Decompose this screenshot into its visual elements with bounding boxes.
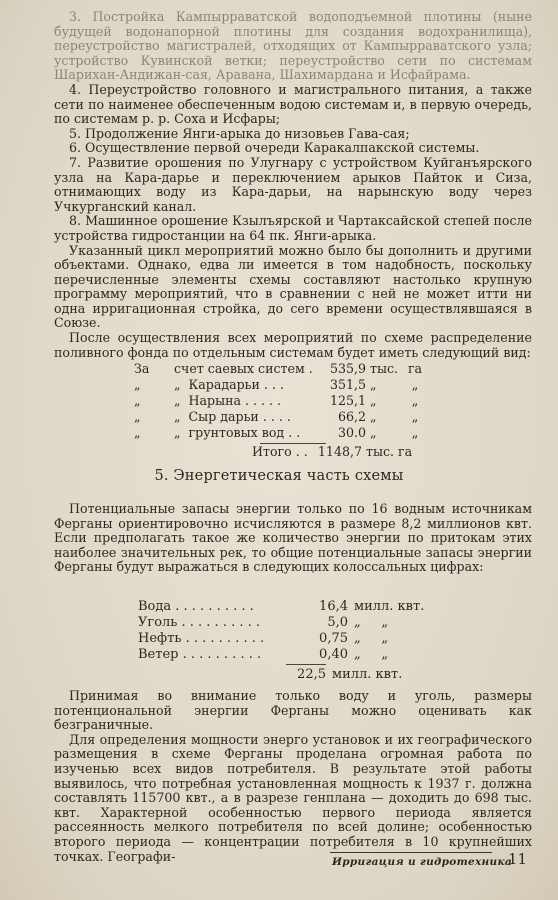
- table-total-row: [252, 444, 436, 460]
- total-label: Итого . .: [252, 444, 308, 459]
- row-unit: милл. квт.: [354, 599, 425, 614]
- row-label: „ Сыр дарьи . . . .: [174, 409, 291, 424]
- total-unit: тыс. га: [366, 444, 413, 459]
- row-unit2: „: [411, 425, 419, 440]
- paragraph-energy-reserves: Потенциальные запасы энергии только по 16 водным источникам Ферганы ориентировочно исчисляются в размере 8,2 миллионов квт. Если предполагать такое же количество энергии по притокам этих наиболее значительных рек, то общие потенциальные запасы энергии Ферганы будут выражаться в следующих колоссальных цифрах:: [54, 501, 532, 575]
- total-value: 1148,7: [317, 444, 362, 459]
- paragraph-unlimited: Принимая во внимание только воду и уголь, размеры потенциональной энергии Ферганы можно оценивать как безграничные.: [54, 688, 532, 733]
- footer-rule: [330, 852, 492, 853]
- paragraph-after: После осуществления всех мероприятий по схеме распределение поливного фонда по отдельным системам будет иметь следующий вид:: [54, 330, 532, 360]
- row-unit: „: [370, 425, 377, 440]
- row-unit: „ „: [354, 647, 389, 662]
- row-value: 66,2: [337, 409, 366, 424]
- total-value: 22,5: [297, 667, 326, 682]
- energy-reserves-table: [138, 599, 438, 663]
- table-row: [138, 615, 438, 631]
- row-prefix: „: [134, 425, 141, 440]
- paragraph-item-6: 6. Осуществление первой очереди Каракалпакской системы.: [69, 140, 480, 156]
- row-value: 125,1: [329, 393, 366, 408]
- row-unit: тыс.: [370, 361, 399, 376]
- table-row: [134, 425, 434, 441]
- paragraph-item-5: 5. Продолжение Янги-арыка до низовьев Гава-сая;: [69, 125, 410, 141]
- row-unit2: „: [411, 409, 419, 424]
- table-row: [134, 409, 434, 425]
- table-row: [138, 599, 438, 615]
- row-label: Уголь . . . . . . . . . .: [138, 615, 261, 630]
- top-text-block: [54, 10, 532, 360]
- irrigation-fund-table: [134, 361, 434, 441]
- table-row: [134, 377, 434, 393]
- table-row: [134, 393, 434, 409]
- section-title: 5. Энергетическая часть схемы: [154, 468, 404, 484]
- row-unit: „: [370, 409, 377, 424]
- row-value: 0,75: [319, 631, 348, 646]
- row-value: 5,0: [327, 615, 348, 630]
- row-unit: „ „: [354, 615, 389, 630]
- row-value: 351,5: [329, 377, 366, 392]
- row-label: Ветер . . . . . . . . . .: [138, 647, 262, 662]
- page-number: 11: [508, 850, 528, 868]
- table-row: [134, 361, 434, 377]
- row-label: Вода . . . . . . . . . .: [138, 599, 254, 614]
- table-row: [138, 647, 438, 663]
- energy-total-rule: [286, 664, 326, 665]
- row-value: 0,40: [319, 647, 348, 662]
- row-prefix: „: [134, 409, 141, 424]
- row-label: Нефть . . . . . . . . . .: [138, 631, 265, 646]
- row-unit: „ „: [354, 631, 389, 646]
- energy-intro-block: [54, 502, 532, 575]
- total-unit: милл. квт.: [332, 667, 403, 682]
- row-value: 535,9: [329, 361, 366, 376]
- row-prefix: „: [134, 377, 141, 392]
- paragraph-item-3: 3. Постройка Кампырраватской водоподъемной плотины (ныне будущей водонапорной плотины для создания водохранилища), переустройство магистралей, отходящих от Кампырраватского узла; устройство Кувинской ветки; переустройство сети по системам Шарихан-Андижан-сая, Аравана, Шахимардана и Исфайрама.: [54, 9, 532, 83]
- row-label: „ грунтовых вод . .: [174, 425, 301, 440]
- row-unit2: „: [411, 393, 419, 408]
- row-label: „ Карадарьи . . .: [174, 377, 284, 392]
- row-unit: „: [370, 377, 377, 392]
- paragraph-item-7: 7. Развитие орошения по Улугнару с устройством Куйганъярского узла на Кара-дарье и переключением арыков Пайток и Сиза, отнимающих воду из Кара-дарьи, на нарынскую воду через Учкурганский канал.: [54, 154, 532, 214]
- row-label: „ Нарына . . . . .: [174, 393, 282, 408]
- row-unit2: га: [407, 361, 423, 376]
- table-row: [138, 631, 438, 647]
- row-unit2: „: [411, 377, 419, 392]
- row-label: счет саевых систем .: [174, 361, 313, 376]
- row-unit: „: [370, 393, 377, 408]
- paragraph-item-8: 8. Машинное орошение Кзылъярской и Чартаксайской степей после устройства гидростанции на 64 пк. Янги-арыка.: [54, 213, 532, 243]
- row-prefix: „: [134, 393, 141, 408]
- paragraph-item-4: 4. Переустройство головного и магистрального питания, а также сети по наименее обеспеченным водою системам и, в первую очередь, по системам р. р. Соха и Исфары;: [54, 81, 532, 127]
- row-value: 30.0: [337, 425, 366, 440]
- row-value: 16,4: [319, 599, 348, 614]
- paragraph-cycle: Указанный цикл мероприятий можно было бы дополнить и другими объектами. Однако, едва ли имеется в том надобность, поскольку перечисленные элементы схемы составляют настолько крупную программу мероприятий, что в сравнении с ней не может итти ни одна ирригационная стройка, до сего времени осуществлявшаяся в Союзе.: [54, 242, 532, 331]
- row-prefix: За: [134, 361, 150, 376]
- running-title: Ирригация и гидротехника: [332, 856, 512, 868]
- paragraph-capacity: Для определения мощности энерго установок и их географического размещения в схеме Ферганы проделана огромная работа по изученью всех видов потребителя. В результате этой работы выявилось, что потребная установленная мощность к 1937 г. должна составлять 115700 квт., а в разрезе генплана — доходить до 698 тыс. квт. Характерной особенностью первого периода является рассеянность мелкого потребителя по всей долине; особенностью второго периода — концентрации потребителя в 10 крупнейших точках. Географи-: [54, 731, 532, 864]
- bottom-text-block: [54, 689, 532, 864]
- energy-total-row: [286, 667, 422, 683]
